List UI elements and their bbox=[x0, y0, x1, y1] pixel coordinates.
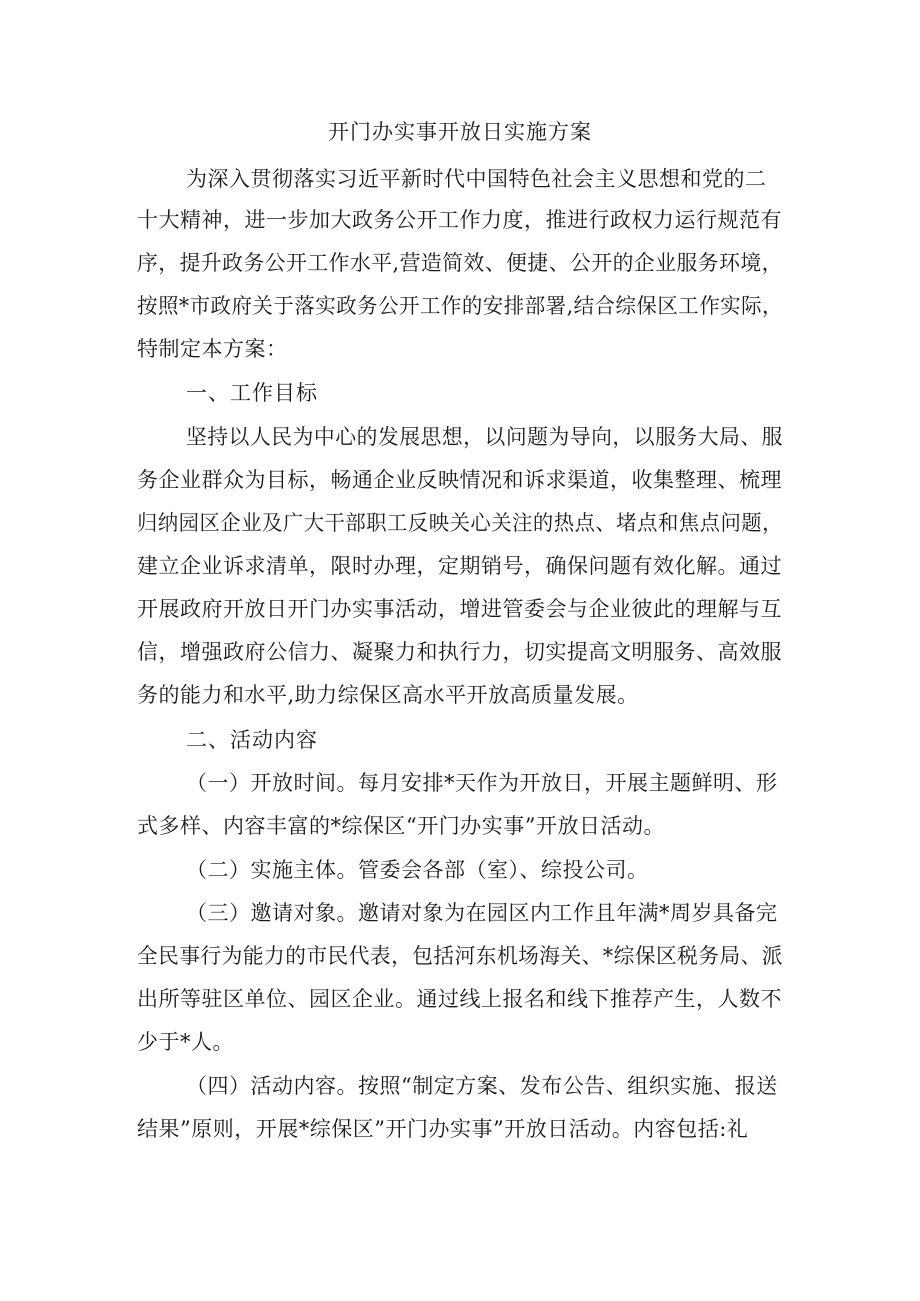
paragraph-line bbox=[0, 679, 920, 711]
paragraph-line bbox=[0, 507, 920, 539]
paragraph-line bbox=[0, 1026, 920, 1058]
line-text: 十大精神，进一步加大政务公开工作力度，推进行政权力运行规范有 bbox=[137, 208, 782, 232]
line-text: （三）邀请对象。邀请对象为在园区内工作且年满*周岁具备完 bbox=[186, 901, 778, 925]
line-text: 结果”原则，开展*综保区”开门办实事”开放日活动。内容包括:礼 bbox=[137, 1117, 749, 1141]
section-heading bbox=[0, 377, 920, 409]
line-text: 建立企业诉求清单，限时办理，定期销号，确保问题有效化解。通过 bbox=[137, 554, 782, 578]
paragraph-line bbox=[0, 636, 920, 668]
heading-text: 一、工作目标 bbox=[186, 381, 318, 405]
line-text: 为深入贯彻落实习近平新时代中国特色社会主义思想和党的二 bbox=[186, 167, 767, 191]
paragraph-line bbox=[0, 464, 920, 496]
paragraph-line bbox=[0, 333, 920, 365]
paragraph-line bbox=[0, 593, 920, 625]
paragraph-line bbox=[0, 550, 920, 582]
paragraph-line bbox=[0, 767, 920, 799]
line-text: 信，增强政府公信力、凝聚力和执行力，切实提高文明服务、高效服 bbox=[137, 640, 782, 664]
document-title: 开门办实事开放日实施方案 bbox=[328, 120, 592, 144]
line-text: 式多样、内容丰富的*综保区“开门办实事”开放日活动。 bbox=[137, 814, 665, 838]
line-text: 少于*人。 bbox=[137, 1030, 234, 1054]
section-heading bbox=[0, 724, 920, 756]
line-text: 务的能力和水平,助力综保区高水平开放高质量发展。 bbox=[137, 683, 639, 707]
line-text: （一）开放时间。每月安排*天作为开放日，开展主题鲜明、形 bbox=[186, 771, 778, 795]
paragraph-line bbox=[0, 854, 920, 886]
paragraph-line bbox=[0, 983, 920, 1015]
line-text: 特制定本方案： bbox=[137, 337, 288, 361]
paragraph-line bbox=[0, 1113, 920, 1145]
paragraph-line bbox=[0, 897, 920, 929]
line-text: 开展政府开放日开门办实事活动，增进管委会与企业彼此的理解与互 bbox=[137, 597, 782, 621]
paragraph-line bbox=[0, 247, 920, 279]
line-text: 坚持以人民为中心的发展思想，以问题为导向，以服务大局、服 bbox=[186, 425, 784, 449]
line-text: 序，提升政务公开工作水平,营造简效、便捷、公开的企业服务环境， bbox=[137, 251, 783, 275]
paragraph-line bbox=[0, 810, 920, 842]
paragraph-line bbox=[0, 204, 920, 236]
line-text: 出所等驻区单位、园区企业。通过线上报名和线下推荐产生，人数不 bbox=[137, 987, 782, 1011]
line-text: （四）活动内容。按照“制定方案、发布公告、组织实施、报送 bbox=[186, 1074, 778, 1098]
paragraph-line bbox=[0, 1070, 920, 1102]
line-text: 务企业群众为目标，畅通企业反映情况和诉求渠道，收集整理、梳理 bbox=[137, 468, 782, 492]
line-text: （二）实施主体。管委会各部（室）、综投公司。 bbox=[186, 858, 649, 882]
line-text: 归纳园区企业及广大干部职工反映关心关注的热点、堵点和焦点问题， bbox=[137, 511, 783, 535]
paragraph-line bbox=[0, 163, 920, 195]
heading-text: 二、活动内容 bbox=[186, 728, 318, 752]
line-text: 全民事行为能力的市民代表，包括河东机场海关、*综保区税务局、派 bbox=[137, 944, 784, 968]
paragraph-line bbox=[0, 421, 920, 453]
line-text: 按照*市政府关于落实政务公开工作的安排部署,结合综保区工作实际， bbox=[137, 294, 784, 318]
paragraph-line bbox=[0, 290, 920, 322]
paragraph-line bbox=[0, 940, 920, 972]
